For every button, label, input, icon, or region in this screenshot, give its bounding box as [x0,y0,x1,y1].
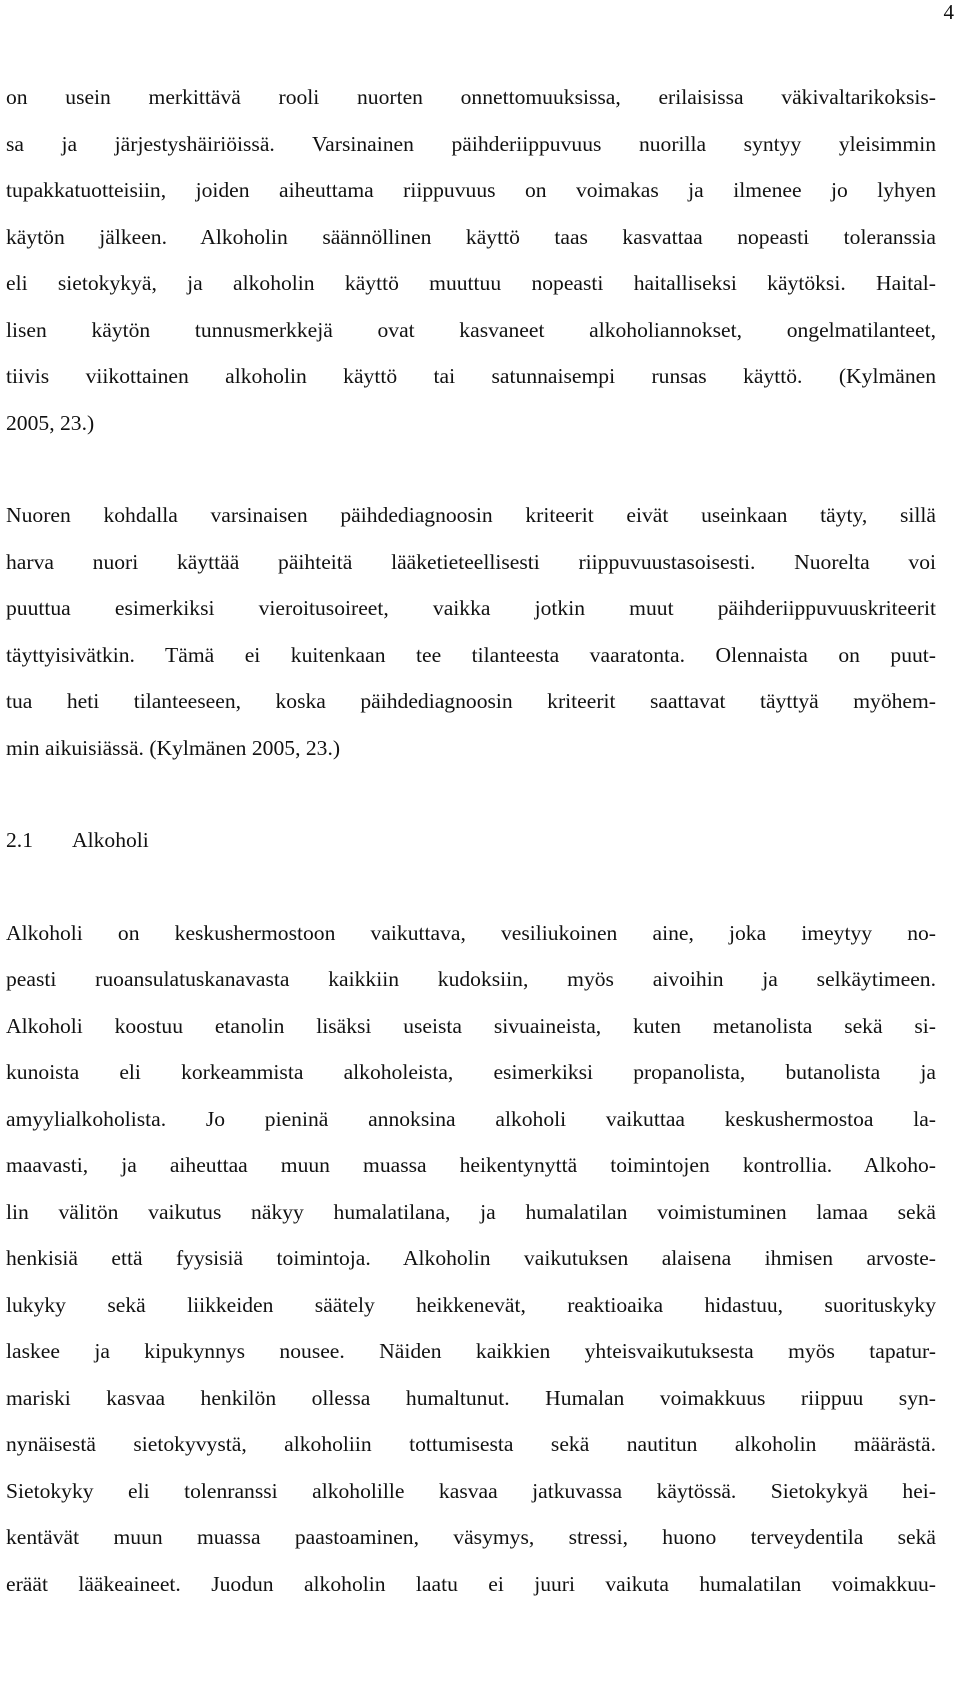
section-heading [6,817,936,864]
text-line: sa ja järjestyshäiriöissä. Varsinainen päihderiippuvuus nuorilla syntyy yleisimmin [6,131,936,156]
text-line: Alkoholi koostuu etanolin lisäksi useista sivuaineista, kuten metanolista sekä si- [6,1013,936,1038]
page-number: 4 [943,0,954,24]
text-line: 2005, 23.) [6,410,95,435]
text-line: Sietokyky eli tolenranssi alkoholille kasvaa jatkuvassa käytössä. Sietokykyä hei- [6,1478,936,1503]
text-line: mariski kasvaa henkilön ollessa humaltunut. Humalan voimakkuus riippuu syn- [6,1385,936,1410]
text-line: kentävät muun muassa paastoaminen, väsymys, stressi, huono terveydentila sekä [6,1525,936,1549]
paragraph-3 [6,910,936,1608]
text-line: lisen käytön tunnusmerkkejä ovat kasvaneet alkoholiannokset, ongelmatilanteet, [6,317,936,342]
document-body [6,74,936,1607]
paragraph-1 [6,74,936,446]
text-line: tiivis viikottainen alkoholin käyttö tai satunnaisempi runsas käyttö. (Kylmänen [6,364,936,388]
text-line: laskee ja kipukynnys nousee. Näiden kaikkien yhteisvaikutuksesta myös tapatur- [6,1339,936,1363]
text-line: käytön jälkeen. Alkoholin säännöllinen käyttö taas kasvattaa nopeasti toleranssia [6,224,936,249]
text-line: nynäisestä sietokyvystä, alkoholiin tottumisesta sekä nautitun alkoholin määrästä. [6,1432,936,1456]
text-line: tupakkatuotteisiin, joiden aiheuttama riippuvuus on voimakas ja ilmenee jo lyhyen [6,178,936,202]
paragraph-2 [6,492,936,771]
text-line: lukyky sekä liikkeiden säätely heikkenevät, reaktioaika hidastuu, suorituskyky [6,1292,936,1317]
text-line: eli sietokykyä, ja alkoholin käyttö muuttuu nopeasti haitalliseksi käytöksi. Haital- [6,271,936,295]
text-line: lin välitön vaikutus näkyy humalatilana, ja humalatilan voimistuminen lamaa sekä [6,1199,936,1224]
text-line: puuttua esimerkiksi vieroitusoireet, vaikka jotkin muut päihderiippuvuuskriteerit [6,596,936,620]
text-line: Alkoholi on keskushermostoon vaikuttava, vesiliukoinen aine, joka imeytyy no- [6,920,936,945]
text-line: maavasti, ja aiheuttaa muun muassa heikentynyttä toimintojen kontrollia. Alkoho- [6,1153,936,1177]
text-line: peasti ruoansulatuskanavasta kaikkiin kudoksiin, myös aivoihin ja selkäytimeen. [6,967,936,991]
text-line: tua heti tilanteeseen, koska päihdediagnoosin kriteerit saattavat täyttyä myöhem- [6,689,936,713]
text-line: harva nuori käyttää päihteitä lääketieteellisesti riippuvuustasoisesti. Nuorelta voi [6,549,936,574]
section-number: 2.1 [6,828,33,852]
text-line: on usein merkittävä rooli nuorten onnettomuuksissa, erilaisissa väkivaltarikoksis- [6,85,936,109]
text-line: henkisiä että fyysisiä toimintoja. Alkoholin vaikutuksen alaisena ihmisen arvoste- [6,1246,936,1270]
text-line: eräät lääkeaineet. Juodun alkoholin laatu ei juuri vaikuta humalatilan voimakkuu- [6,1571,936,1596]
text-line: min aikuisiässä. (Kylmänen 2005, 23.) [6,735,341,760]
text-line: kunoista eli korkeammista alkoholeista, esimerkiksi propanolista, butanolista ja [6,1060,936,1084]
text-line: amyylialkoholista. Jo pieninä annoksina alkoholi vaikuttaa keskushermostoa la- [6,1106,936,1131]
text-line: Nuoren kohdalla varsinaisen päihdediagnoosin kriteerit eivät useinkaan täyty, sillä [6,503,936,527]
text-line: täyttyisivätkin. Tämä ei kuitenkaan tee tilanteesta vaaratonta. Olennaista on puut- [6,642,936,667]
section-title: Alkoholi [72,828,149,852]
